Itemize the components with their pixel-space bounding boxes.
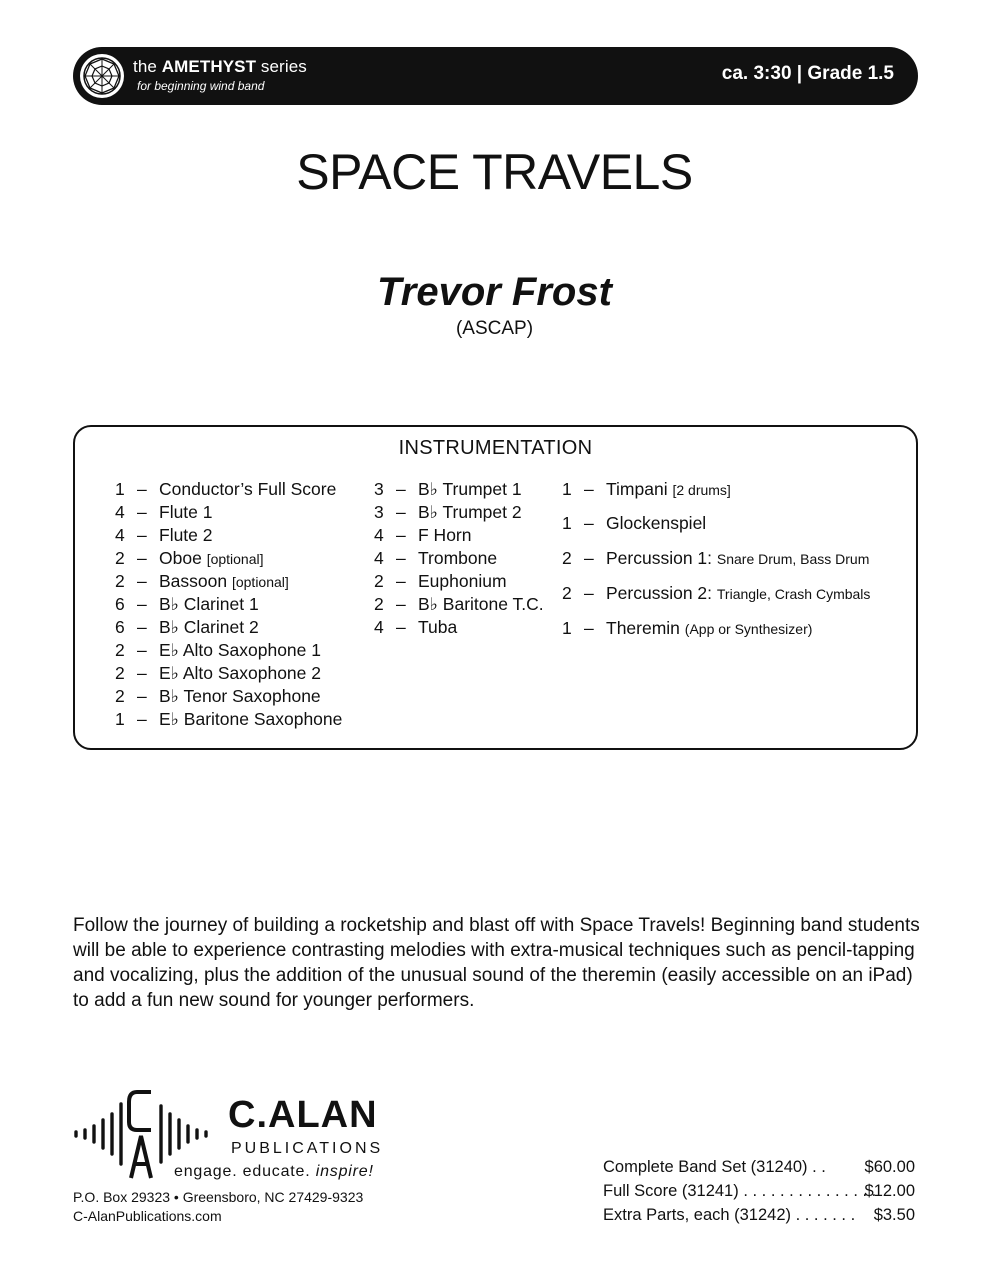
instrument-dash: – <box>396 548 406 568</box>
publisher-contact <box>73 1188 363 1226</box>
amethyst-gem-icon <box>79 53 125 99</box>
instrument-name: Theremin (App or Synthesizer) <box>606 618 813 638</box>
instrumentation-box <box>73 425 918 750</box>
instrument-name: Bassoon [optional] <box>159 571 289 591</box>
instrument-quantity: 4 <box>115 502 125 522</box>
instrument-dash: – <box>137 663 147 683</box>
price-row <box>603 1203 915 1227</box>
instrument-name: Percussion 1: Snare Drum, Bass Drum <box>606 548 870 568</box>
instrument-name: Timpani [2 drums] <box>606 479 731 499</box>
instrument-note: Snare Drum, Bass Drum <box>716 551 870 567</box>
instrument-quantity: 2 <box>562 583 572 603</box>
instrument-quantity: 4 <box>374 617 384 637</box>
price-label: Complete Band Set (31240) . . <box>603 1158 826 1176</box>
instrument-dash: – <box>137 709 147 729</box>
instrument-name: B♭ Baritone T.C. <box>418 594 544 614</box>
composer-affiliation: (ASCAP) <box>455 318 534 339</box>
series-name: the AMETHYST series <box>133 57 307 76</box>
instrument-note: Triangle, Crash Cymbals <box>716 586 871 602</box>
price-amount: $3.50 <box>873 1206 915 1224</box>
composer-name: Trevor Frost <box>377 270 612 314</box>
instrument-dash: – <box>396 525 406 545</box>
instrument-quantity: 6 <box>115 617 125 637</box>
instrument-quantity: 2 <box>374 594 384 614</box>
instrument-quantity: 1 <box>115 709 125 729</box>
instrument-name: B♭ Trumpet 2 <box>418 502 522 522</box>
instrument-name: Flute 2 <box>159 525 213 545</box>
instrument-dash: – <box>584 548 594 568</box>
instrument-quantity: 1 <box>562 479 572 499</box>
instrument-dash: – <box>396 502 406 522</box>
series-banner <box>73 47 918 105</box>
instrument-dash: – <box>396 571 406 591</box>
price-amount: $12.00 <box>864 1182 915 1200</box>
series-tagline: for beginning wind band <box>137 79 265 93</box>
description-highlight: Space Travels <box>579 915 701 936</box>
instrument-name: Conductor’s Full Score <box>159 479 337 499</box>
instrument-name: B♭ Clarinet 2 <box>159 617 259 637</box>
instrument-name: E♭ Alto Saxophone 1 <box>159 640 321 660</box>
instrument-dash: – <box>137 502 147 522</box>
piece-title: SPACE TRAVELS <box>296 144 693 200</box>
price-row <box>603 1155 915 1179</box>
instrument-quantity: 1 <box>562 618 572 638</box>
instrument-quantity: 3 <box>374 479 384 499</box>
instrument-dash: – <box>396 617 406 637</box>
publisher-slogan: engage. educate. inspire! <box>174 1163 374 1180</box>
instrument-quantity: 2 <box>374 571 384 591</box>
instrument-quantity: 2 <box>115 663 125 683</box>
instrument-quantity: 2 <box>562 548 572 568</box>
instrument-dash: – <box>137 617 147 637</box>
instrument-name: Glockenspiel <box>606 513 707 533</box>
instrument-name: Tuba <box>418 617 458 637</box>
instrument-note: (App or Synthesizer) <box>684 621 813 637</box>
instrument-dash: – <box>584 618 594 638</box>
instrument-name: Percussion 2: Triangle, Crash Cymbals <box>606 583 871 603</box>
publisher-address: P.O. Box 29323 • Greensboro, NC 27429-9323 <box>73 1189 364 1205</box>
instrument-dash: – <box>137 548 147 568</box>
instrument-quantity: 4 <box>115 525 125 545</box>
instrument-name: Oboe [optional] <box>159 548 264 568</box>
instrument-dash: – <box>137 686 147 706</box>
instrument-quantity: 1 <box>115 479 125 499</box>
instrument-dash: – <box>137 479 147 499</box>
publisher-logo <box>73 1088 403 1184</box>
publisher-website[interactable]: C-AlanPublications.com <box>73 1208 222 1224</box>
instrument-name: B♭ Clarinet 1 <box>159 594 259 614</box>
instrument-name: B♭ Tenor Saxophone <box>159 686 321 706</box>
instrument-dash: – <box>396 479 406 499</box>
instrument-name: Trombone <box>418 548 498 568</box>
publisher-subtitle: PUBLICATIONS <box>231 1140 384 1157</box>
instrument-dash: – <box>584 583 594 603</box>
instrument-name: B♭ Trumpet 1 <box>418 479 522 499</box>
price-list <box>603 1155 915 1227</box>
instrument-quantity: 2 <box>115 548 125 568</box>
instrument-quantity: 2 <box>115 686 125 706</box>
instrument-note: [2 drums] <box>672 482 731 498</box>
instrument-quantity: 2 <box>115 640 125 660</box>
instrument-dash: – <box>137 571 147 591</box>
instrument-note: [optional] <box>206 551 264 567</box>
price-amount: $60.00 <box>864 1158 915 1176</box>
instrument-quantity: 2 <box>115 571 125 591</box>
instrument-name: F Horn <box>418 525 472 545</box>
instrument-name: E♭ Alto Saxophone 2 <box>159 663 321 683</box>
instrumentation-heading: INSTRUMENTATION <box>398 437 593 459</box>
instrument-dash: – <box>396 594 406 614</box>
instrument-dash: – <box>584 513 594 533</box>
instrument-dash: – <box>137 594 147 614</box>
instrument-dash: – <box>584 479 594 499</box>
instrument-quantity: 6 <box>115 594 125 614</box>
instrument-dash: – <box>137 640 147 660</box>
instrument-name: Euphonium <box>418 571 507 591</box>
instrument-name: E♭ Baritone Saxophone <box>159 709 343 729</box>
publisher-brand: C.ALAN <box>228 1094 378 1136</box>
instrument-note: [optional] <box>231 574 289 590</box>
duration-grade: ca. 3:30 | Grade 1.5 <box>721 63 894 84</box>
price-label: Extra Parts, each (31242) . . . . . . . <box>603 1206 856 1224</box>
instrument-quantity: 4 <box>374 548 384 568</box>
price-row <box>603 1179 915 1203</box>
instrument-quantity: 1 <box>562 513 572 533</box>
instrument-quantity: 4 <box>374 525 384 545</box>
instrument-quantity: 3 <box>374 502 384 522</box>
description: Follow the journey of building a rocketship and blast off with Space Travels! Beginning band students will be able to experience contrasting melodies with extra-musical techniques such as pencil-tapping and vocalizing, plus the addition of the unusual sound of the theremin (easily accessible on an iPad) to add a fun new sound for younger performers. <box>73 915 920 1011</box>
instrument-dash: – <box>137 525 147 545</box>
instrument-name: Flute 1 <box>159 502 213 522</box>
price-label: Full Score (31241) . . . . . . . . . . . . . . . <box>603 1182 877 1200</box>
